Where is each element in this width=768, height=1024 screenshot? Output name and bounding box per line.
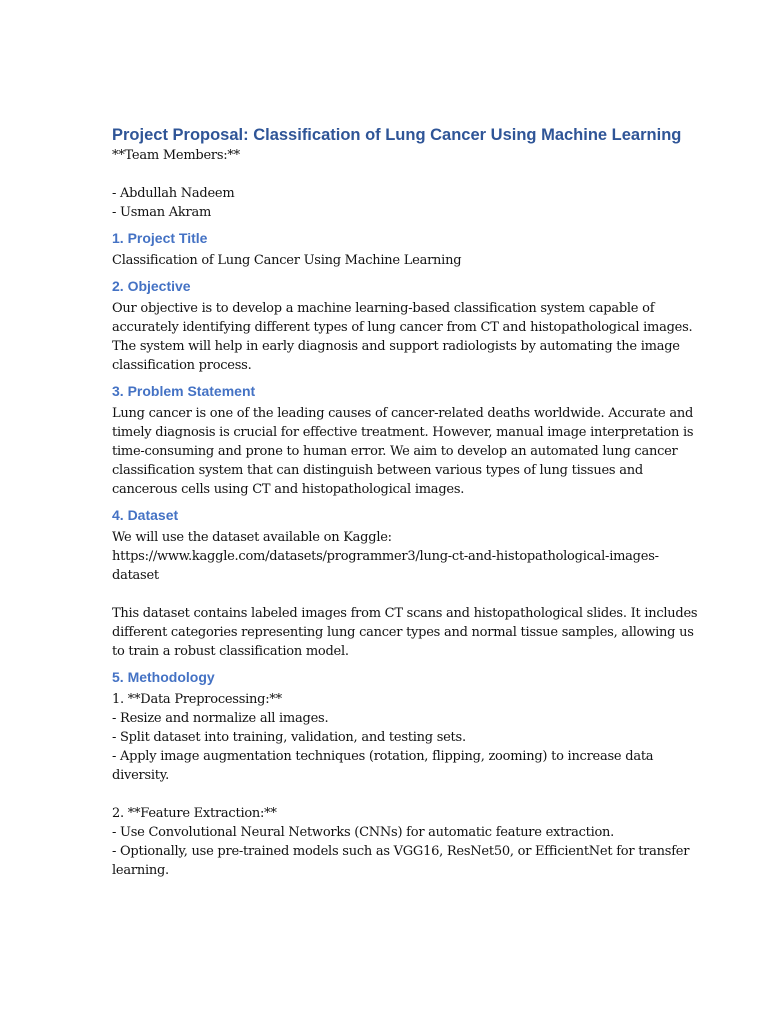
spacer	[112, 499, 657, 506]
spacer	[112, 165, 657, 184]
document-title: Project Proposal: Classification of Lung Cancer Using Machine Learning	[112, 126, 682, 144]
spacer	[112, 585, 657, 604]
team-member: - Usman Akram	[112, 205, 212, 220]
methodology-step1-line: - Split dataset into training, validation, and testing sets.	[112, 730, 466, 745]
project-title-text: Classification of Lung Cancer Using Machine Learning	[112, 253, 462, 268]
problem-statement-line: cancerous cells using CT and histopathological images.	[112, 482, 465, 497]
problem-statement-line: classification system that can distinguish between various types of lung tissues and	[112, 463, 643, 478]
dataset-description-line: This dataset contains labeled images from CT scans and histopathological slides. It includes	[112, 606, 698, 621]
methodology-step2-line: 2. **Feature Extraction:**	[112, 806, 277, 821]
section-heading-methodology: 5. Methodology	[112, 669, 215, 685]
methodology-step1-line: 1. **Data Preprocessing:**	[112, 692, 282, 707]
problem-statement-line: time-consuming and prone to human error. We aim to develop an automated lung cancer	[112, 444, 678, 459]
objective-line: Our objective is to develop a machine learning-based classification system capable of	[112, 301, 655, 316]
document-body	[112, 124, 698, 880]
spacer	[112, 785, 657, 804]
problem-statement-line: timely diagnosis is crucial for effective treatment. However, manual image interpretation is	[112, 425, 694, 440]
methodology-step1-line: diversity.	[112, 768, 170, 783]
spacer	[112, 270, 657, 277]
dataset-url: dataset	[112, 568, 159, 583]
methodology-step2-line: learning.	[112, 863, 169, 878]
section-heading-project-title: 1. Project Title	[112, 230, 208, 246]
dataset-intro-line: We will use the dataset available on Kaggle:	[112, 530, 392, 545]
problem-statement-line: Lung cancer is one of the leading causes of cancer-related deaths worldwide. Accurate and	[112, 406, 694, 421]
spacer	[112, 661, 657, 668]
objective-line: The system will help in early diagnosis and support radiologists by automating the image	[112, 339, 680, 354]
dataset-description-line: to train a robust classification model.	[112, 644, 349, 659]
objective-line: accurately identifying different types of lung cancer from CT and histopathological images.	[112, 320, 693, 335]
methodology-step1-line: - Apply image augmentation techniques (rotation, flipping, zooming) to increase data	[112, 749, 654, 764]
spacer	[112, 222, 657, 229]
methodology-step1-line: - Resize and normalize all images.	[112, 711, 329, 726]
spacer	[112, 375, 657, 382]
objective-line: classification process.	[112, 358, 252, 373]
dataset-description-line: different categories representing lung cancer types and normal tissue samples, allowing us	[112, 625, 694, 640]
methodology-step2-line: - Use Convolutional Neural Networks (CNNs) for automatic feature extraction.	[112, 825, 615, 840]
team-members-label: **Team Members:**	[112, 148, 240, 163]
methodology-step2-line: - Optionally, use pre-trained models such as VGG16, ResNet50, or EfficientNet for transfer	[112, 844, 690, 859]
section-heading-dataset: 4. Dataset	[112, 507, 179, 523]
team-member: - Abdullah Nadeem	[112, 186, 235, 201]
dataset-url: https://www.kaggle.com/datasets/programmer3/lung-ct-and-histopathological-images-	[112, 549, 659, 564]
section-heading-problem-statement: 3. Problem Statement	[112, 383, 256, 399]
section-heading-objective: 2. Objective	[112, 278, 191, 294]
